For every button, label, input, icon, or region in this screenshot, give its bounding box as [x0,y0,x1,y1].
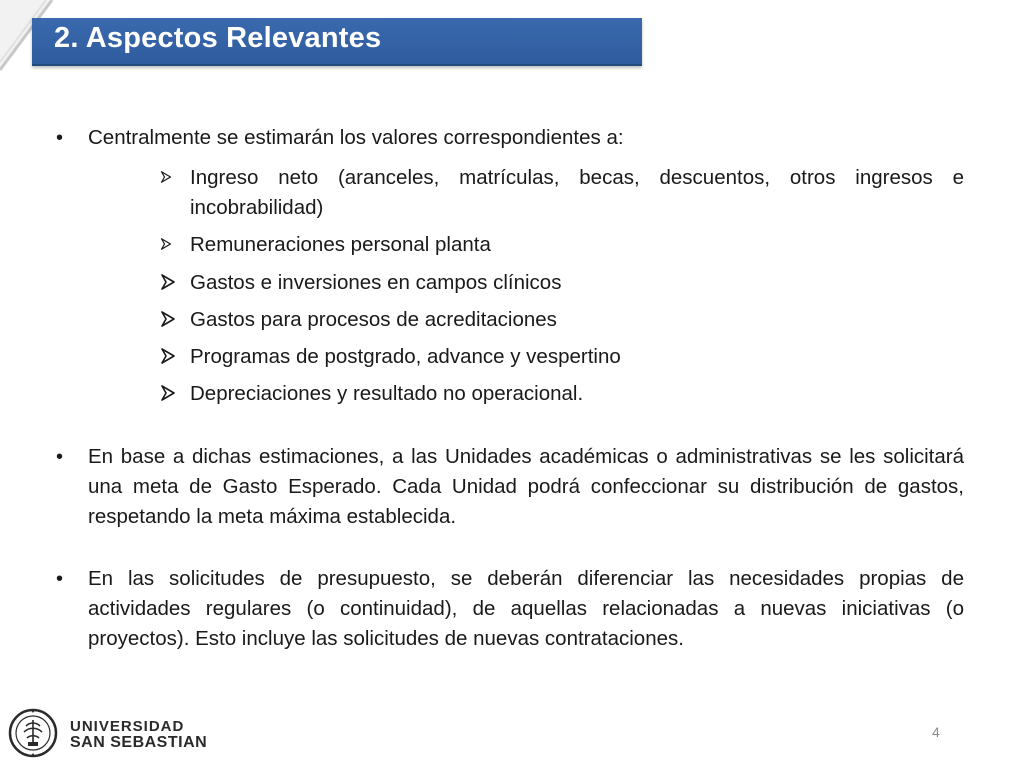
arrow-right-icon [160,171,172,183]
sub-bullet-text: Depreciaciones y resultado no operacional. [190,382,584,405]
bullet-dot-icon: • [56,568,64,590]
university-logo [8,708,208,760]
sub-bullet-item [160,163,964,223]
arrow-right-icon [160,274,176,290]
bullet-dot-icon: • [56,446,64,468]
sub-bullet-text: Remuneraciones personal planta [190,233,491,256]
bullet-text: En las solicitudes de presupuesto, se deberán diferenciar las necesidades propias de actividades regulares (o continuidad), de aquellas relacionadas a nuevas iniciativas (o proyectos). Esto incluye las solicitudes de nuevas contrataciones. [88,567,964,650]
arrow-right-icon [160,348,176,364]
sub-bullet-item [160,305,964,335]
arrow-right-icon [160,311,176,327]
arrow-right-icon [160,385,176,401]
sub-bullet-item [160,342,964,372]
university-seal-icon [8,708,58,758]
sub-bullet-item [160,379,964,409]
sub-bullet-text: Gastos e inversiones en campos clínicos [190,271,562,294]
bullet-item [56,564,964,656]
bullet-item [56,123,964,153]
logo-line-2: SAN SEBASTIAN [70,734,208,751]
bullet-item [56,442,964,534]
bullet-text: En base a dichas estimaciones, a las Unidades académicas o administrativas se les solicitará una meta de Gasto Esperado. Cada Unidad podrá confeccionar su distribución de gastos, respetando la meta máxima establecida. [88,445,964,528]
arrow-right-icon [160,238,172,250]
sub-bullet-item [160,268,964,298]
sub-bullet-text: Gastos para procesos de acreditaciones [190,308,557,331]
bullet-text: Centralmente se estimarán los valores correspondientes a: [88,126,624,149]
sub-bullet-text: Programas de postgrado, advance y vespertino [190,345,621,368]
slide-title: 2. Aspectos Relevantes [54,22,382,54]
page-number: 4 [932,724,940,740]
logo-line-1: UNIVERSIDAD [70,718,185,735]
sub-bullet-text: Ingreso neto (aranceles, matrículas, becas, descuentos, otros ingresos e incobrabilidad) [190,166,964,219]
sub-bullet-item [160,230,964,260]
bullet-dot-icon: • [56,127,64,149]
